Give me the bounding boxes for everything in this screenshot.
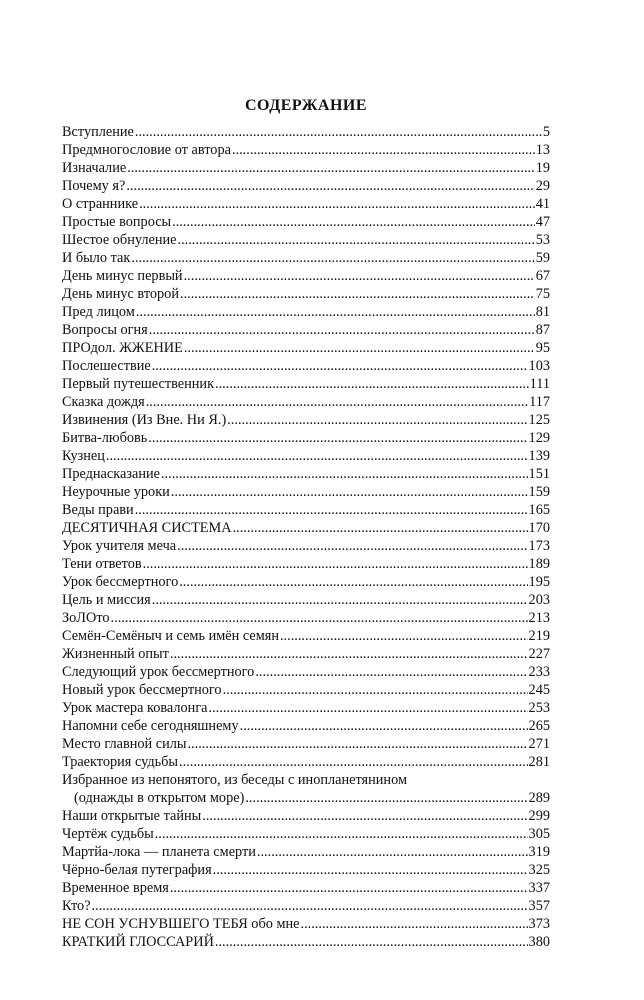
toc-entry-page-number: 165 (528, 502, 550, 518)
toc-entry-title: Наши открытые тайны (62, 808, 202, 824)
toc-entry-page-number: 47 (535, 214, 550, 230)
toc-entry-page-number: 75 (535, 286, 550, 302)
toc-entry (62, 627, 550, 645)
toc-entry-page-number: 13 (535, 142, 550, 158)
toc-entry-title: КРАТКИЙ ГЛОССАРИЙ (62, 934, 214, 950)
toc-entry-page-number: 373 (528, 916, 550, 932)
toc-entry (62, 357, 550, 375)
dot-leader (149, 321, 535, 339)
toc-entry-title: Простые вопросы (62, 214, 172, 230)
toc-entry (62, 807, 550, 825)
toc-entry-title: Траектория судьбы (62, 754, 179, 770)
toc-entry-title: Неурочные уроки (62, 484, 170, 500)
toc-entry-title: О страннике (62, 196, 139, 212)
toc-entry-title: Семён-Семёныч и семь имён семян (62, 628, 279, 644)
toc-entry-page-number: 203 (528, 592, 550, 608)
dot-leader (148, 429, 527, 447)
toc-entry (62, 843, 550, 861)
toc-entry-title: Временное время (62, 880, 169, 896)
toc-entry-title: Цель и миссия (62, 592, 151, 608)
toc-entry (62, 753, 550, 771)
toc-entry-page-number: 281 (528, 754, 550, 770)
toc-entry (62, 861, 550, 879)
toc-entry (62, 321, 550, 339)
toc-entry-page-number: 29 (535, 178, 550, 194)
dot-leader (127, 159, 535, 177)
toc-entry (62, 501, 550, 519)
toc-entry-title: День минус второй (62, 286, 179, 302)
toc-entry-title: Мартйа-лока — планета смерти (62, 844, 256, 860)
toc-entry-title: ЗоЛОто (62, 610, 110, 626)
dot-leader (170, 645, 528, 663)
toc-entry-page-number: 111 (529, 376, 550, 392)
toc-entry-page-number: 67 (535, 268, 550, 284)
toc-entry-page-number: 219 (528, 628, 550, 644)
toc-entry-page-number: 59 (535, 250, 550, 266)
toc-entry-title: НЕ СОН УСНУВШЕГО ТЕБЯ обо мне (62, 916, 300, 932)
toc-entry (62, 591, 550, 609)
toc-entry-page-number: 95 (535, 340, 550, 356)
dot-leader (227, 411, 527, 429)
toc-entry-page-number: 139 (528, 448, 550, 464)
toc-entry-page-number: 195 (528, 574, 550, 590)
toc-entry (62, 555, 550, 573)
dot-leader (177, 537, 527, 555)
toc-entry-page-number: 41 (535, 196, 550, 212)
dot-leader (245, 789, 527, 807)
toc-entry-title: Почему я? (62, 178, 126, 194)
toc-entry (62, 573, 550, 591)
dot-leader (155, 825, 528, 843)
dot-leader (135, 501, 528, 519)
toc-entry (62, 213, 550, 231)
toc-entry-title: Следующий урок бессмертного (62, 664, 255, 680)
toc-entry-title: Изначалие (62, 160, 127, 176)
toc-entry (62, 915, 550, 933)
toc-entry-title: Напомни себе сегодняшнему (62, 718, 239, 734)
dot-leader (139, 195, 535, 213)
dot-leader (213, 861, 528, 879)
toc-entry-title: Послешествие (62, 358, 151, 374)
toc-entry (62, 519, 550, 537)
dot-leader (232, 141, 535, 159)
toc-entry (62, 933, 550, 951)
toc-entry (62, 195, 550, 213)
toc-entry-title: Кто? (62, 898, 91, 914)
toc-entry-title: И было так (62, 250, 131, 266)
toc-entry-page-number: 117 (529, 394, 550, 410)
toc-entry-page-number: 337 (528, 880, 550, 896)
toc-entry-title: День минус первый (62, 268, 183, 284)
toc-entry-page-number: 19 (535, 160, 550, 176)
toc-entry-title: Урок учителя меча (62, 538, 177, 554)
toc-entry (62, 123, 550, 141)
dot-leader (170, 879, 528, 897)
dot-leader (184, 267, 535, 285)
toc-entry-title: Урок бессмертного (62, 574, 179, 590)
toc-entry-page-number: 87 (535, 322, 550, 338)
toc-entry (62, 825, 550, 843)
toc-entry (62, 465, 550, 483)
toc-entry-title: Место главной силы (62, 736, 187, 752)
toc-entry (62, 267, 550, 285)
dot-leader (146, 393, 528, 411)
dot-leader (171, 483, 528, 501)
dot-leader (280, 627, 528, 645)
dot-leader (136, 303, 535, 321)
toc-entry (62, 663, 550, 681)
toc-entry-page-number: 289 (528, 790, 550, 806)
toc-entry-title: Чёрно-белая путеграфия (62, 862, 212, 878)
toc-entry-title: Преднасказание (62, 466, 160, 482)
toc-entry-page-number: 253 (528, 700, 550, 716)
toc-entry-page-number: 325 (528, 862, 550, 878)
toc-entry-title: Шестое обнуление (62, 232, 177, 248)
toc-entry (62, 879, 550, 897)
toc-entry-page-number: 357 (528, 898, 550, 914)
toc-entry (62, 447, 550, 465)
toc-entry-title: (однажды в открытом море) (74, 790, 245, 806)
toc-entry-page-number: 271 (528, 736, 550, 752)
toc-entry-title: Веды прави (62, 502, 134, 518)
toc-entry (62, 375, 550, 393)
toc-entry-title: Сказка дождя (62, 394, 145, 410)
toc-entry-page-number: 245 (528, 682, 550, 698)
toc-entry (62, 231, 550, 249)
toc-entry-page-number: 53 (535, 232, 550, 248)
dot-leader (178, 231, 535, 249)
toc-entry (62, 285, 550, 303)
toc-entry-title-line1: Избранное из непонятого, из беседы с инопланетянином (62, 772, 407, 788)
toc-entry-title: Кузнец (62, 448, 105, 464)
toc-entry (62, 393, 550, 411)
toc-entry-page-number: 305 (528, 826, 550, 842)
toc-entry-page-number: 380 (528, 934, 550, 950)
toc-entry-multiline (62, 771, 550, 807)
toc-entry-title: Урок мастера ковалонга (62, 700, 208, 716)
toc-entry (62, 699, 550, 717)
toc-entry-title: Битва-любовь (62, 430, 148, 446)
dot-leader (223, 681, 528, 699)
toc-entry (62, 411, 550, 429)
toc-entry-title: Первый путешественник (62, 376, 215, 392)
dot-leader (179, 753, 528, 771)
dot-leader (215, 933, 528, 951)
dot-leader (255, 663, 527, 681)
toc-entry-title: Предмногословие от автора (62, 142, 231, 158)
toc-entry (62, 159, 550, 177)
toc-entry (62, 141, 550, 159)
toc-entry-title: Жизненный опыт (62, 646, 169, 662)
toc-entry-title: Пред лицом (62, 304, 135, 320)
toc-entry-page-number: 319 (528, 844, 550, 860)
dot-leader (202, 807, 527, 825)
dot-leader (233, 519, 528, 537)
toc-entry-page-number: 233 (528, 664, 550, 680)
toc-entry-page-number: 213 (528, 610, 550, 626)
toc-entry-page-number: 227 (528, 646, 550, 662)
toc-entry (62, 339, 550, 357)
dot-leader (187, 735, 527, 753)
toc-entry (62, 645, 550, 663)
toc-entry-page-number: 103 (528, 358, 550, 374)
dot-leader (92, 897, 528, 915)
toc-entry-page-number: 151 (528, 466, 550, 482)
dot-leader (152, 357, 528, 375)
toc-entry-title: Тени ответов (62, 556, 142, 572)
toc-entry-page-number: 299 (528, 808, 550, 824)
toc-entry (62, 303, 550, 321)
toc-entry-page-number: 129 (528, 430, 550, 446)
toc-entry (62, 717, 550, 735)
toc-entry (62, 177, 550, 195)
dot-leader (172, 213, 535, 231)
toc-entry-title: Вступление (62, 124, 134, 140)
toc-entry-title: Вопросы огня (62, 322, 148, 338)
toc-entry-title: Чертёж судьбы (62, 826, 154, 842)
toc-entry-page-number: 189 (528, 556, 550, 572)
dot-leader (131, 249, 534, 267)
dot-leader (152, 591, 528, 609)
toc-entry-page-number: 170 (528, 520, 550, 536)
toc-entry (62, 897, 550, 915)
dot-leader (179, 573, 527, 591)
toc-entry-page-number: 265 (528, 718, 550, 734)
dot-leader (135, 123, 542, 141)
dot-leader (143, 555, 528, 573)
dot-leader (161, 465, 528, 483)
toc-entry (62, 735, 550, 753)
toc-page (62, 96, 550, 951)
toc-entry-page-number: 173 (528, 538, 550, 554)
toc-heading: СОДЕРЖАНИЕ (244, 97, 368, 114)
toc-entry-title: Новый урок бессмертного (62, 682, 222, 698)
dot-leader (180, 285, 535, 303)
toc-entry-title: ПРОдол. ЖЖЕНИЕ (62, 340, 183, 356)
dot-leader (184, 339, 535, 357)
toc-entry-title: ДЕСЯТИЧНАЯ СИСТЕМА (62, 520, 232, 536)
dot-leader (111, 609, 528, 627)
toc-entry-page-number: 5 (542, 124, 550, 140)
toc-entry (62, 681, 550, 699)
toc-entry-page-number: 81 (535, 304, 550, 320)
dot-leader (215, 375, 529, 393)
dot-leader (240, 717, 528, 735)
toc-entry (62, 429, 550, 447)
toc-entry (62, 609, 550, 627)
toc-entry-title: Извинения (Из Вне. Ни Я.) (62, 412, 227, 428)
toc-entry-title-line2 (62, 789, 550, 807)
dot-leader (209, 699, 528, 717)
toc-entry-page-number: 125 (528, 412, 550, 428)
dot-leader (126, 177, 534, 195)
dot-leader (106, 447, 528, 465)
dot-leader (257, 843, 528, 861)
dot-leader (301, 915, 528, 933)
toc-entry (62, 249, 550, 267)
toc-list (62, 123, 550, 951)
toc-entry (62, 537, 550, 555)
toc-entry (62, 483, 550, 501)
toc-entry-page-number: 159 (528, 484, 550, 500)
